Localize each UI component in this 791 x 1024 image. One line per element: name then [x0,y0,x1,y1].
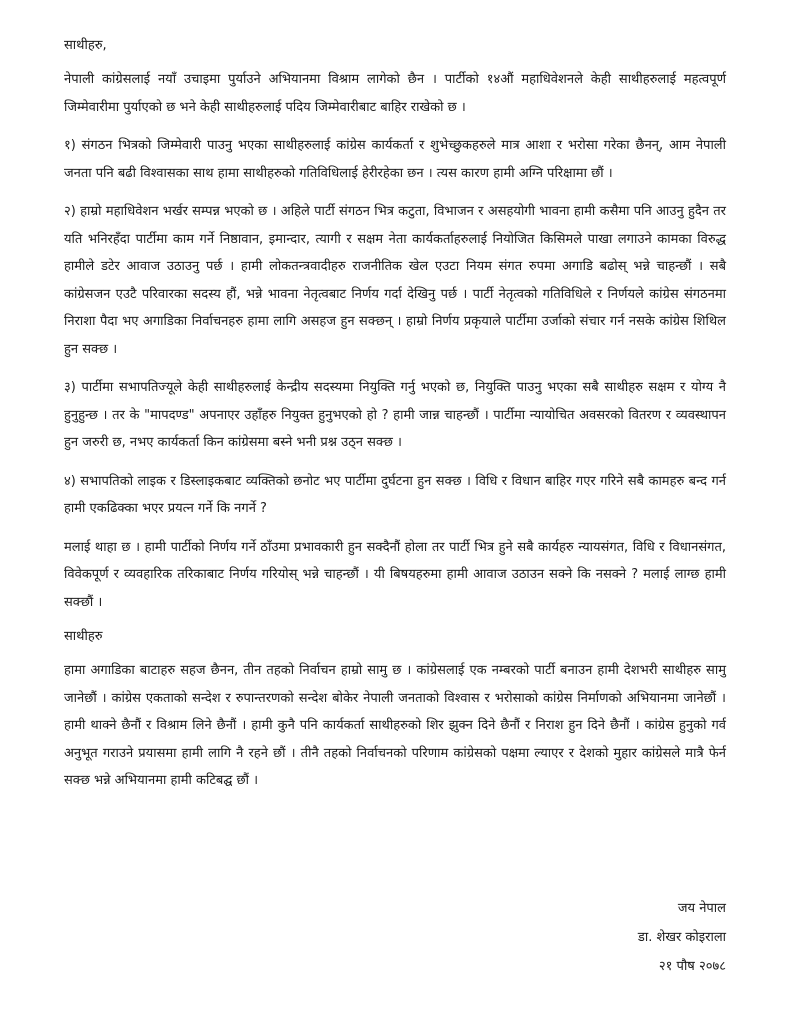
signature-closing: जय नेपाल [677,901,726,916]
signature-name: डा. शेखर कोइराला [637,930,726,945]
paragraph-reflection: मलाई थाहा छ । हामी पार्टीको निर्णय गर्ने ठाँउमा प्रभावकारी हुन सक्दैनौं होला तर पार्टी भित्र हुने सबै कार्यहरु न्यायसंगत, विधि र विधानसंगत, विवेकपूर्ण र व्यवहारिक तरिकाबाट निर्णय गरियोस् भन्ने चाहन्छौं । यी बिषयहरुमा हामी आवाज उठाउन सक्ने कि नसक्ने ? मलाई लाग्छ हामी सक्छौं । [64,539,726,610]
paragraph-point-4: ४) सभापतिको लाइक र डिस्लाइकबाट व्यक्तिको छनोट भए पार्टीमा दुर्घटना हुन सक्छ । विधि र विधान बाहिर गएर गरिने सबै कामहरु बन्द गर्न हामी एकढिक्का भएर प्रयत्न गर्ने कि नगर्ने ? [64,473,726,516]
second-salutation: साथीहरु [64,629,103,644]
signature-block [526,894,726,981]
letter-page [64,36,726,806]
paragraph-closing: हामा अगाडिका बाटाहरु सहज छैनन, तीन तहको निर्वाचन हाम्रो सामु छ । कांग्रेसलाई एक नम्बरको पार्टी बनाउन हामी देशभरी साथीहरु सामु जानेछौं । कांग्रेस एकताको सन्देश र रुपान्तरणको सन्देश बोकेर नेपाली जनताको विश्वास र भरोसाको कांग्रेस निर्माणको अभियानमा जानेछौं । हामी थाक्ने छैनौं र विश्राम लिने छैनौं । हामी कुनै पनि कार्यकर्ता साथीहरुको शिर झुक्न दिने छैनौं र निराश हुन दिने छैनौं । कांग्रेस हुनुको गर्व अनुभूत गराउने प्रयासमा हामी लागि नै रहने छौं । तीनै तहको निर्वाचनको परिणाम कांग्रेसको पक्षमा ल्याएर र देशको मुहार कांग्रेसले मात्रै फेर्न सक्छ भन्ने अभियानमा हामी कटिबद्घ छौं । [64,663,726,788]
opening-salutation: साथीहरु, [64,38,107,53]
paragraph-point-1: १) संगठन भित्रको जिम्मेवारी पाउनु भएका साथीहरुलाई कांग्रेस कार्यकर्ता र शुभेच्छुकहरुले मात्र आशा र भरोसा गरेका छैनन्, आम नेपाली जनता पनि बढी विश्वासका साथ हामा साथीहरुको गतिविधिलाई हेरीरहेका छन । त्यस कारण हामी अग्नि परिक्षामा छौं । [64,138,726,181]
paragraph-point-2: २) हाम्रो महाधिवेशन भर्खर सम्पन्न भएको छ । अहिले पार्टी संगठन भित्र कटुता, विभाजन र असहयोगी भावना हामी कसैमा पनि आउनु हुदैन तर यति भनिरहँदा पार्टीमा काम गर्ने निष्ठावान, इमान्दार, त्यागी र सक्षम नेता कार्यकर्ताहरुलाई नियोजित किसिमले पाखा लगाउने कामका विरुद्ध हामीले डटेर आवाज उठाउनु पर्छ । हामी लोकतन्त्रवादीहरु राजनीतिक खेल एउटा नियम संगत रुपमा अगाडि बढोस् भन्ने चाहन्छौं । सबै कांग्रेसजन एउटै परिवारका सदस्य हौं, भन्ने भावना नेतृत्वबाट निर्णय गर्दा देखिनु पर्छ । पार्टी नेतृत्वको गतिविधिले र निर्णयले कांग्रेस संगठनमा निराशा पैदा भए अगाडिका निर्वाचनहरु हामा लागि असहज हुन सक्छन् । हाम्रो निर्णय प्रकृयाले पार्टीमा उर्जाको संचार गर्न नसके कांग्रेस शिथिल हुन सक्छ । [64,204,726,357]
paragraph-intro: नेपाली कांग्रेसलाई नयाँ उचाइमा पुर्याउने अभियानमा विश्राम लागेको छैन । पार्टीको १४औं महाधिवेशनले केही साथीहरुलाई महत्वपूर्ण जिम्मेवारीमा पुर्याएको छ भने केही साथीहरुलाई पदिय जिम्मेवारीबाट बाहिर राखेको छ । [64,72,726,115]
signature-date: २१ पौष २०७८ [658,959,726,974]
paragraph-point-3: ३) पार्टीमा सभापतिज्यूले केही साथीहरुलाई केन्द्रीय सदस्यमा नियुक्ति गर्नु भएको छ, नियुक्ति पाउनु भएका सबै साथीहरु सक्षम र योग्य नै हुनुहुन्छ । तर के "मापदण्ड" अपनाएर उहाँहरु नियुक्त हुनुभएको हो ? हामी जान्न चाहन्छौं । पार्टीमा न्यायोचित अवसरको वितरण र व्यवस्थापन हुन जरुरी छ, नभए कार्यकर्ता किन कांग्रेसमा बस्ने भनी प्रश्न उठ्न सक्छ । [64,380,726,450]
